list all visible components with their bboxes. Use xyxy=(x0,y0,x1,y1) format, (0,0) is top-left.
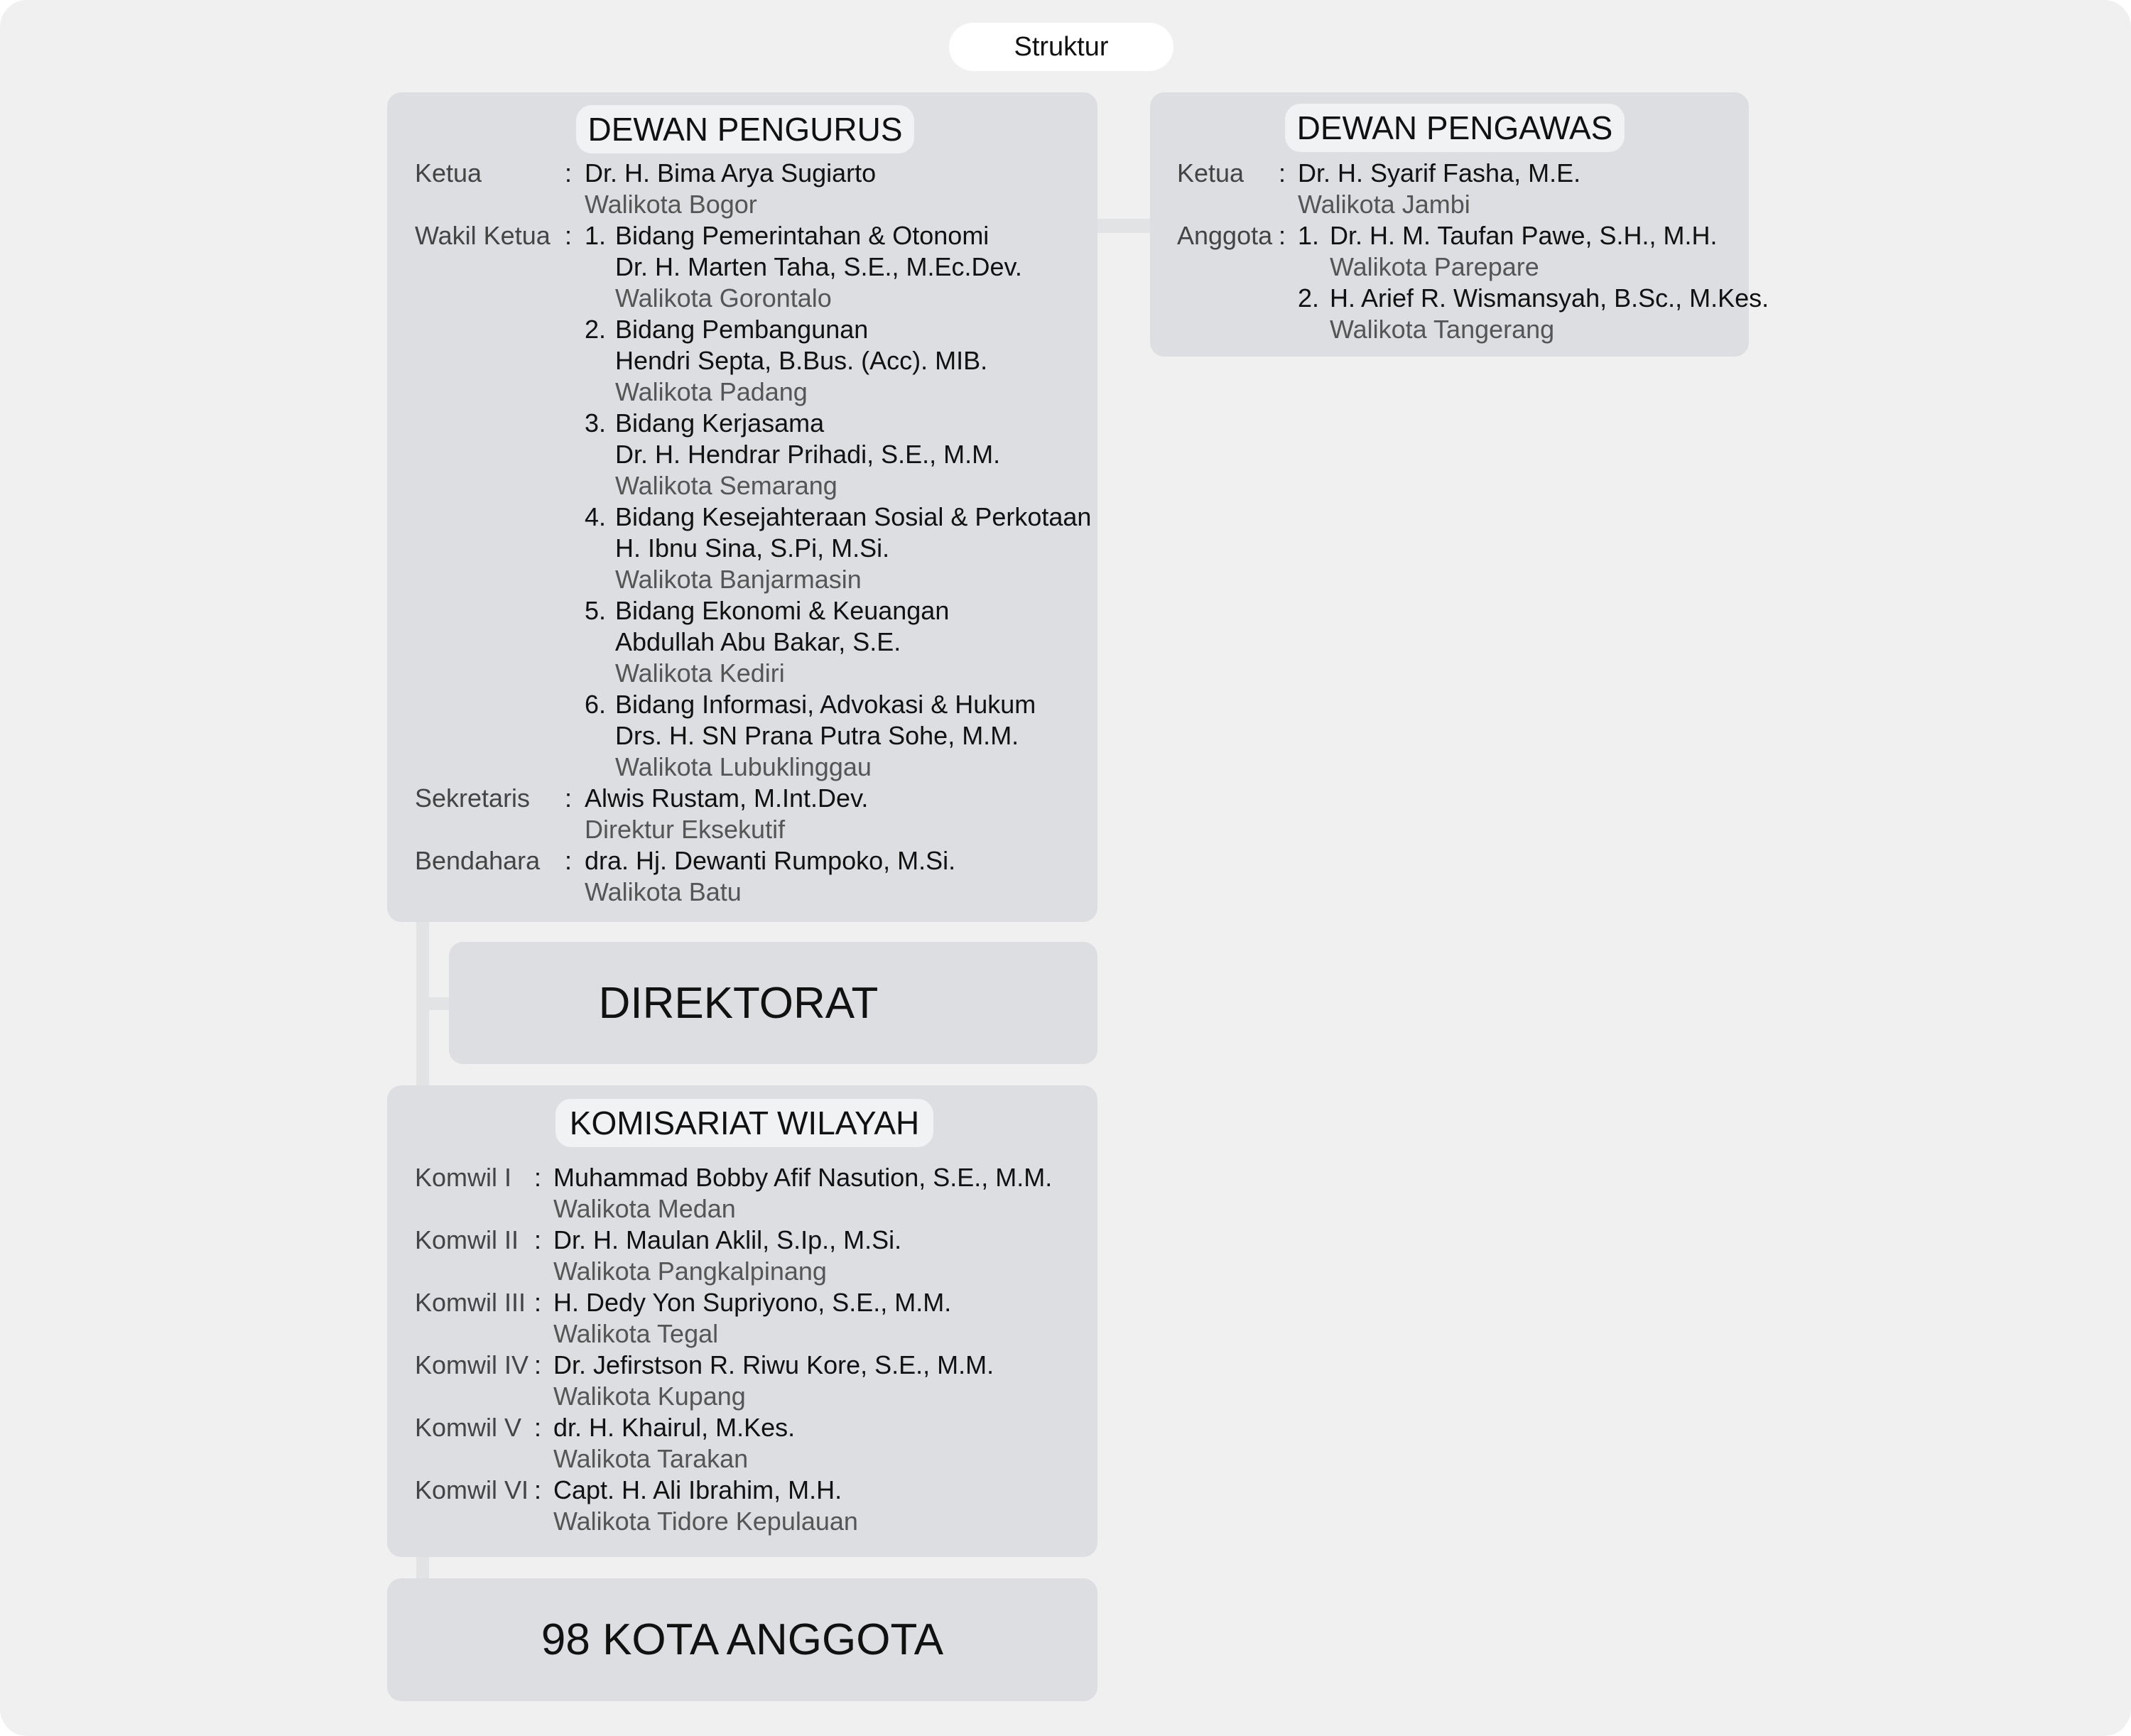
anggota-num: 1. xyxy=(1298,221,1320,250)
separator: : xyxy=(534,1475,542,1504)
ketua-name: Dr. H. Bima Arya Sugiarto xyxy=(585,158,877,188)
ketua-label: Ketua xyxy=(415,158,482,188)
direktorat-title: DIREKTORAT xyxy=(598,978,879,1028)
pengawas-ketua-name: Dr. H. Syarif Fasha, M.E. xyxy=(1298,158,1581,188)
anggota-name: H. Arief R. Wismansyah, B.Sc., M.Kes. xyxy=(1330,283,1769,313)
wakil-name: Drs. H. SN Prana Putra Sohe, M.M. xyxy=(615,721,1019,750)
komwil-name: Dr. Jefirstson R. Riwu Kore, S.E., M.M. xyxy=(553,1350,994,1379)
wakil-bidang: Bidang Ekonomi & Keuangan xyxy=(615,596,950,625)
separator: : xyxy=(534,1225,542,1254)
wakil-num: 2. xyxy=(585,315,607,344)
bendahara-name: dra. Hj. Dewanti Rumpoko, M.Si. xyxy=(585,846,956,875)
komwil-label: Komwil II xyxy=(415,1225,519,1254)
komwil-name: H. Dedy Yon Supriyono, S.E., M.M. xyxy=(553,1288,952,1317)
wakil-num: 5. xyxy=(585,596,607,625)
separator: : xyxy=(534,1163,542,1192)
wakil-ketua-label: Wakil Ketua xyxy=(415,221,551,250)
dewan-pengawas-title: DEWAN PENGAWAS xyxy=(1285,104,1625,152)
wakil-role: Walikota Gorontalo xyxy=(615,283,832,313)
wakil-bidang: Bidang Informasi, Advokasi & Hukum xyxy=(615,690,1036,719)
komwil-name: Capt. H. Ali Ibrahim, M.H. xyxy=(553,1475,842,1504)
kota-anggota-title: 98 KOTA ANGGOTA xyxy=(541,1615,944,1664)
wakil-name: Hendri Septa, B.Bus. (Acc). MIB. xyxy=(615,346,988,375)
separator: : xyxy=(534,1413,542,1442)
wakil-name: H. Ibnu Sina, S.Pi, M.Si. xyxy=(615,533,890,563)
page-title: Struktur xyxy=(949,23,1173,71)
anggota-name: Dr. H. M. Taufan Pawe, S.H., M.H. xyxy=(1330,221,1718,250)
separator: : xyxy=(1279,221,1286,250)
wakil-bidang: Bidang Kerjasama xyxy=(615,408,825,438)
anggota-role: Walikota Parepare xyxy=(1330,252,1539,281)
anggota-num: 2. xyxy=(1298,283,1320,313)
wakil-name: Abdullah Abu Bakar, S.E. xyxy=(615,627,901,656)
sekretaris-label: Sekretaris xyxy=(415,783,531,813)
connector-direktorat xyxy=(416,997,450,1010)
bendahara-role: Walikota Batu xyxy=(585,877,742,906)
wakil-role: Walikota Banjarmasin xyxy=(615,565,862,594)
komwil-name: Dr. H. Maulan Aklil, S.Ip., M.Si. xyxy=(553,1225,902,1254)
pengawas-ketua-label: Ketua xyxy=(1177,158,1245,188)
komwil-name: dr. H. Khairul, M.Kes. xyxy=(553,1413,796,1442)
komwil-role: Walikota Kupang xyxy=(553,1382,746,1411)
komwil-role: Walikota Tarakan xyxy=(553,1444,749,1473)
dewan-pengurus-title: DEWAN PENGURUS xyxy=(576,105,914,153)
wakil-role: Walikota Kediri xyxy=(615,658,785,688)
komwil-label: Komwil IV xyxy=(415,1350,529,1379)
anggota-label: Anggota xyxy=(1177,221,1273,250)
separator: : xyxy=(1279,158,1286,188)
separator: : xyxy=(565,221,573,250)
wakil-bidang: Bidang Pemerintahan & Otonomi xyxy=(615,221,989,250)
komwil-label: Komwil V xyxy=(415,1413,522,1442)
komwil-label: Komwil I xyxy=(415,1163,512,1192)
wakil-num: 1. xyxy=(585,221,607,250)
komwil-role: Walikota Tidore Kepulauan xyxy=(553,1507,858,1536)
komwil-label: Komwil VI xyxy=(415,1475,529,1504)
separator: : xyxy=(565,846,573,875)
wakil-role: Walikota Semarang xyxy=(615,471,837,500)
komwil-role: Walikota Medan xyxy=(553,1194,736,1223)
komisariat-title: KOMISARIAT WILAYAH xyxy=(555,1099,933,1147)
wakil-role: Walikota Padang xyxy=(615,377,808,406)
wakil-bidang: Bidang Kesejahteraan Sosial & Perkotaan xyxy=(615,502,1092,531)
bendahara-label: Bendahara xyxy=(415,846,541,875)
separator: : xyxy=(534,1350,542,1379)
separator: : xyxy=(565,783,573,813)
wakil-num: 3. xyxy=(585,408,607,438)
sekretaris-name: Alwis Rustam, M.Int.Dev. xyxy=(585,783,869,813)
komwil-name: Muhammad Bobby Afif Nasution, S.E., M.M. xyxy=(553,1163,1053,1192)
separator: : xyxy=(565,158,573,188)
connector-pengurus-pengawas xyxy=(1097,219,1152,233)
komwil-role: Walikota Tegal xyxy=(553,1319,719,1348)
wakil-num: 4. xyxy=(585,502,607,531)
wakil-bidang: Bidang Pembangunan xyxy=(615,315,869,344)
ketua-role: Walikota Bogor xyxy=(585,190,757,219)
wakil-num: 6. xyxy=(585,690,607,719)
anggota-role: Walikota Tangerang xyxy=(1330,315,1555,344)
pengawas-ketua-role: Walikota Jambi xyxy=(1298,190,1470,219)
komwil-label: Komwil III xyxy=(415,1288,526,1317)
separator: : xyxy=(534,1288,542,1317)
wakil-name: Dr. H. Marten Taha, S.E., M.Ec.Dev. xyxy=(615,252,1022,281)
wakil-role: Walikota Lubuklinggau xyxy=(615,752,872,781)
komwil-role: Walikota Pangkalpinang xyxy=(553,1257,827,1286)
wakil-name: Dr. H. Hendrar Prihadi, S.E., M.M. xyxy=(615,440,1001,469)
sekretaris-role: Direktur Eksekutif xyxy=(585,815,786,844)
